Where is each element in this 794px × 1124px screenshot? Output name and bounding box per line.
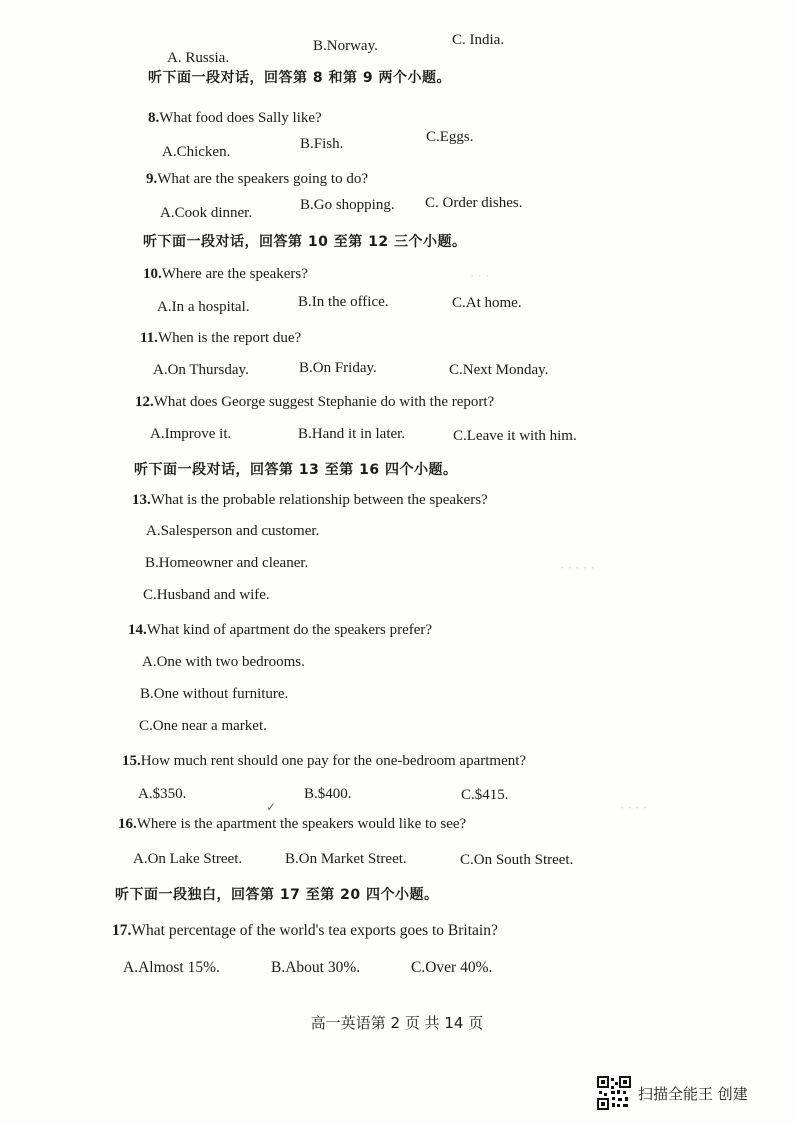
option-b: B.One without furniture. bbox=[140, 686, 289, 702]
option-c: C.Leave it with him. bbox=[453, 428, 577, 444]
question-number: 12. bbox=[135, 394, 154, 410]
option-a: A.On Thursday. bbox=[153, 362, 249, 378]
option-a: A.$350. bbox=[138, 786, 187, 802]
question-number: 14. bbox=[128, 622, 147, 638]
question-text: How much rent should one pay for the one-bedroom apartment? bbox=[140, 753, 527, 769]
option-c: C.Next Monday. bbox=[449, 362, 549, 378]
question-text: Where is the apartment the speakers would like to see? bbox=[136, 816, 467, 832]
option-b: B.Fish. bbox=[300, 136, 344, 152]
option-b: B.On Market Street. bbox=[285, 851, 407, 867]
question-17 bbox=[112, 922, 498, 940]
question-number: 15. bbox=[122, 753, 141, 769]
question-text: What does George suggest Stephanie do with the report? bbox=[153, 394, 495, 410]
section-instruction: 听下面一段对话，回答第 10 至第 12 三个小题。 bbox=[143, 234, 467, 250]
question-text: Where are the speakers? bbox=[161, 266, 308, 282]
option-a: A.Almost 15%. bbox=[123, 959, 220, 976]
question-10 bbox=[143, 266, 308, 283]
option-b: B.Hand it in later. bbox=[298, 426, 406, 442]
option-c: C.Over 40%. bbox=[411, 959, 493, 976]
scanner-watermark-label: 扫描全能王 创建 bbox=[638, 1085, 748, 1103]
section-instruction: 听下面一段对话，回答第 13 至第 16 四个小题。 bbox=[134, 462, 458, 478]
option-a: A.On Lake Street. bbox=[133, 851, 243, 867]
option-b: B.Norway. bbox=[313, 38, 378, 54]
option-c: C.Husband and wife. bbox=[143, 587, 270, 603]
question-number: 11. bbox=[140, 330, 158, 346]
option-b: B.About 30%. bbox=[271, 959, 361, 976]
option-b: B.In the office. bbox=[298, 294, 389, 310]
option-b: B.On Friday. bbox=[299, 360, 377, 376]
option-a: A.Improve it. bbox=[150, 426, 232, 442]
question-15 bbox=[122, 753, 526, 770]
question-text: What are the speakers going to do? bbox=[157, 171, 369, 187]
section-instruction: 听下面一段独白，回答第 17 至第 20 四个小题。 bbox=[115, 887, 439, 903]
option-c: C.At home. bbox=[452, 295, 522, 311]
option-c: C.$415. bbox=[461, 787, 509, 803]
bleed-through-mark: · · · · · bbox=[560, 560, 595, 575]
option-a: A.One with two bedrooms. bbox=[142, 654, 305, 670]
option-a: A.Cook dinner. bbox=[160, 205, 253, 221]
question-text: What percentage of the world's tea exports goes to Britain? bbox=[131, 922, 498, 939]
option-b: B.$400. bbox=[304, 786, 352, 802]
stray-mark: ✓ bbox=[266, 800, 277, 814]
question-number: 9. bbox=[146, 171, 158, 187]
question-text: What kind of apartment do the speakers prefer? bbox=[146, 622, 433, 638]
question-16 bbox=[118, 816, 466, 833]
option-c: C.One near a market. bbox=[139, 718, 267, 734]
question-8 bbox=[148, 110, 322, 127]
question-13 bbox=[132, 492, 488, 509]
question-text: What food does Sally like? bbox=[159, 110, 322, 126]
option-c: C.Eggs. bbox=[426, 129, 474, 145]
qr-code-icon bbox=[597, 1076, 631, 1110]
question-number: 17. bbox=[112, 922, 132, 939]
question-number: 16. bbox=[118, 816, 137, 832]
section-instruction: 听下面一段对话，回答第 8 和第 9 两个小题。 bbox=[148, 70, 451, 86]
option-c: C. India. bbox=[452, 32, 505, 48]
question-text: What is the probable relationship between the speakers? bbox=[150, 492, 488, 508]
question-text: When is the report due? bbox=[157, 330, 302, 346]
question-9 bbox=[146, 171, 368, 188]
page-footer: 高一英语第 2 页 共 14 页 bbox=[310, 1014, 484, 1032]
option-a: A.Chicken. bbox=[162, 144, 231, 160]
question-12 bbox=[135, 394, 494, 411]
question-number: 13. bbox=[132, 492, 151, 508]
option-a: A. Russia. bbox=[167, 50, 230, 66]
question-11 bbox=[140, 330, 301, 347]
bleed-through-mark: · · · · bbox=[620, 800, 648, 815]
option-a: A.In a hospital. bbox=[157, 299, 250, 315]
question-14 bbox=[128, 622, 432, 639]
option-b: B.Go shopping. bbox=[300, 197, 395, 213]
option-a: A.Salesperson and customer. bbox=[146, 523, 320, 539]
option-b: B.Homeowner and cleaner. bbox=[145, 555, 309, 571]
option-c: C. Order dishes. bbox=[425, 195, 523, 211]
bleed-through-mark: · · · bbox=[470, 268, 490, 283]
question-number: 10. bbox=[143, 266, 162, 282]
question-number: 8. bbox=[148, 110, 160, 126]
option-c: C.On South Street. bbox=[460, 852, 574, 868]
